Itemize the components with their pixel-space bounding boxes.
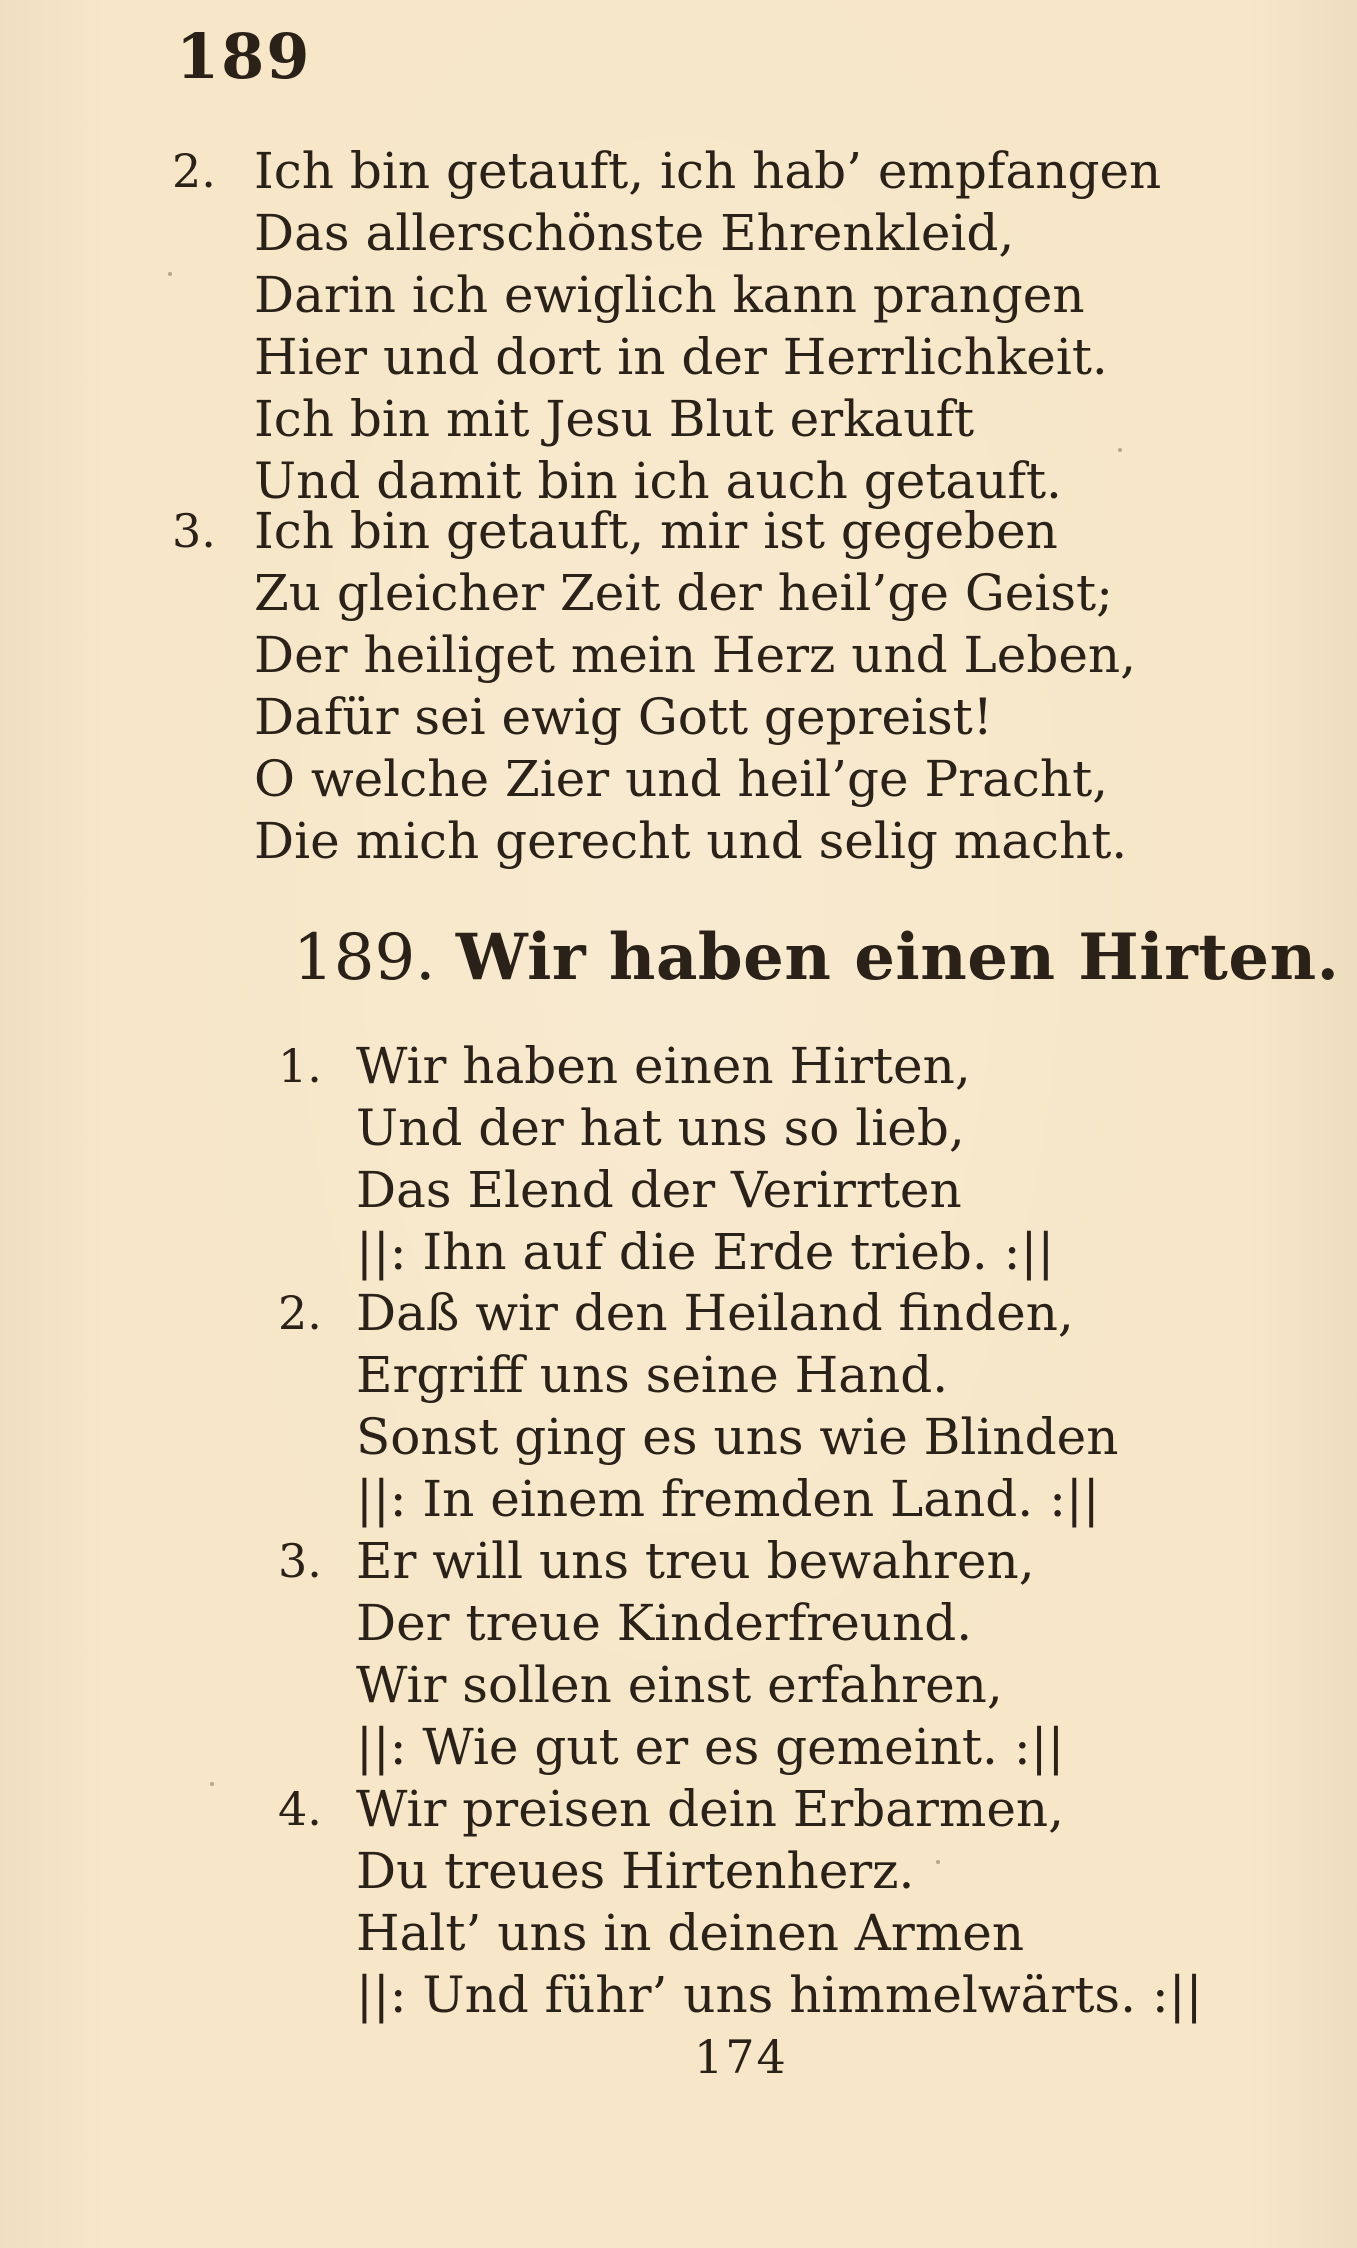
verse-line: Das Elend der Verirrten [356,1161,962,1219]
verse-line: Wir preisen dein Erbarmen, [356,1780,1065,1838]
verse-line: Dafür sei ewig Gott gepreist! [254,688,993,746]
hymn-stanza-4 [278,1778,1203,2026]
running-head-number: 189 [176,20,312,93]
verse-line: Darin ich ewiglich kann prangen [254,266,1085,324]
verse-line: Ich bin getauft, mir ist gegeben [254,502,1058,560]
verse-line: Wir haben einen Hirten, [356,1037,971,1095]
hymn-stanza-1 [278,1035,1055,1283]
verse-line: Das allerschönste Ehrenkleid, [254,204,1015,262]
page-number: 174 [694,2030,788,2084]
verse-line: ||: Wie gut er es gemeint. :|| [356,1718,1065,1776]
verse-line: Halt’ uns in deinen Armen [356,1904,1025,1962]
verse-line: Ich bin mit Jesu Blut erkauft [254,390,975,448]
verse-line: Ich bin getauft, ich hab’ empfangen [254,142,1162,200]
verse-line: ||: Ihn auf die Erde trieb. :|| [356,1223,1055,1281]
verse-line: Du treues Hirtenherz. [356,1842,915,1900]
verse-line: Zu gleicher Zeit der heil’ge Geist; [254,564,1113,622]
hymn-stanza-2 [278,1282,1119,1530]
previous-hymn-stanza-3 [172,500,1137,872]
hymn-title: Wir haben einen Hirten. [455,920,1340,995]
verse-line: Der treue Kinderfreund. [356,1594,973,1652]
paper-speck [210,1782,214,1786]
stanza-number: 4. [278,1782,322,1836]
stanza-number: 1. [278,1039,322,1093]
verse-line: Sonst ging es uns wie Blinden [356,1408,1119,1466]
verse-line: Und der hat uns so lieb, [356,1099,965,1157]
verse-line: Wir sollen einst erfahren, [356,1656,1003,1714]
paper-speck [936,1860,940,1864]
verse-line: Die mich gerecht und selig macht. [254,812,1128,870]
stanza-number: 3. [172,504,216,558]
paper-speck [1118,448,1122,452]
verse-line: Der heiliget mein Herz und Leben, [254,626,1137,684]
verse-line: Und damit bin ich auch getauft. [254,452,1062,510]
verse-line: ||: In einem fremden Land. :|| [356,1470,1100,1528]
verse-line: O welche Zier und heil’ge Pracht, [254,750,1109,808]
previous-hymn-stanza-2 [172,140,1162,512]
verse-line: Er will uns treu bewahren, [356,1532,1035,1590]
paper-speck [168,272,172,276]
hymn-number: 189. [293,921,436,995]
verse-line: ||: Und führ’ uns himmelwärts. :|| [356,1966,1203,2024]
stanza-number: 2. [172,144,216,198]
hymn-heading [293,920,1339,997]
stanza-number: 3. [278,1534,322,1588]
verse-line: Ergriff uns seine Hand. [356,1346,949,1404]
verse-line: Daß wir den Heiland finden, [356,1284,1074,1342]
verse-line: Hier und dort in der Herrlichkeit. [254,328,1108,386]
stanza-number: 2. [278,1286,322,1340]
hymn-stanza-3 [278,1530,1065,1778]
